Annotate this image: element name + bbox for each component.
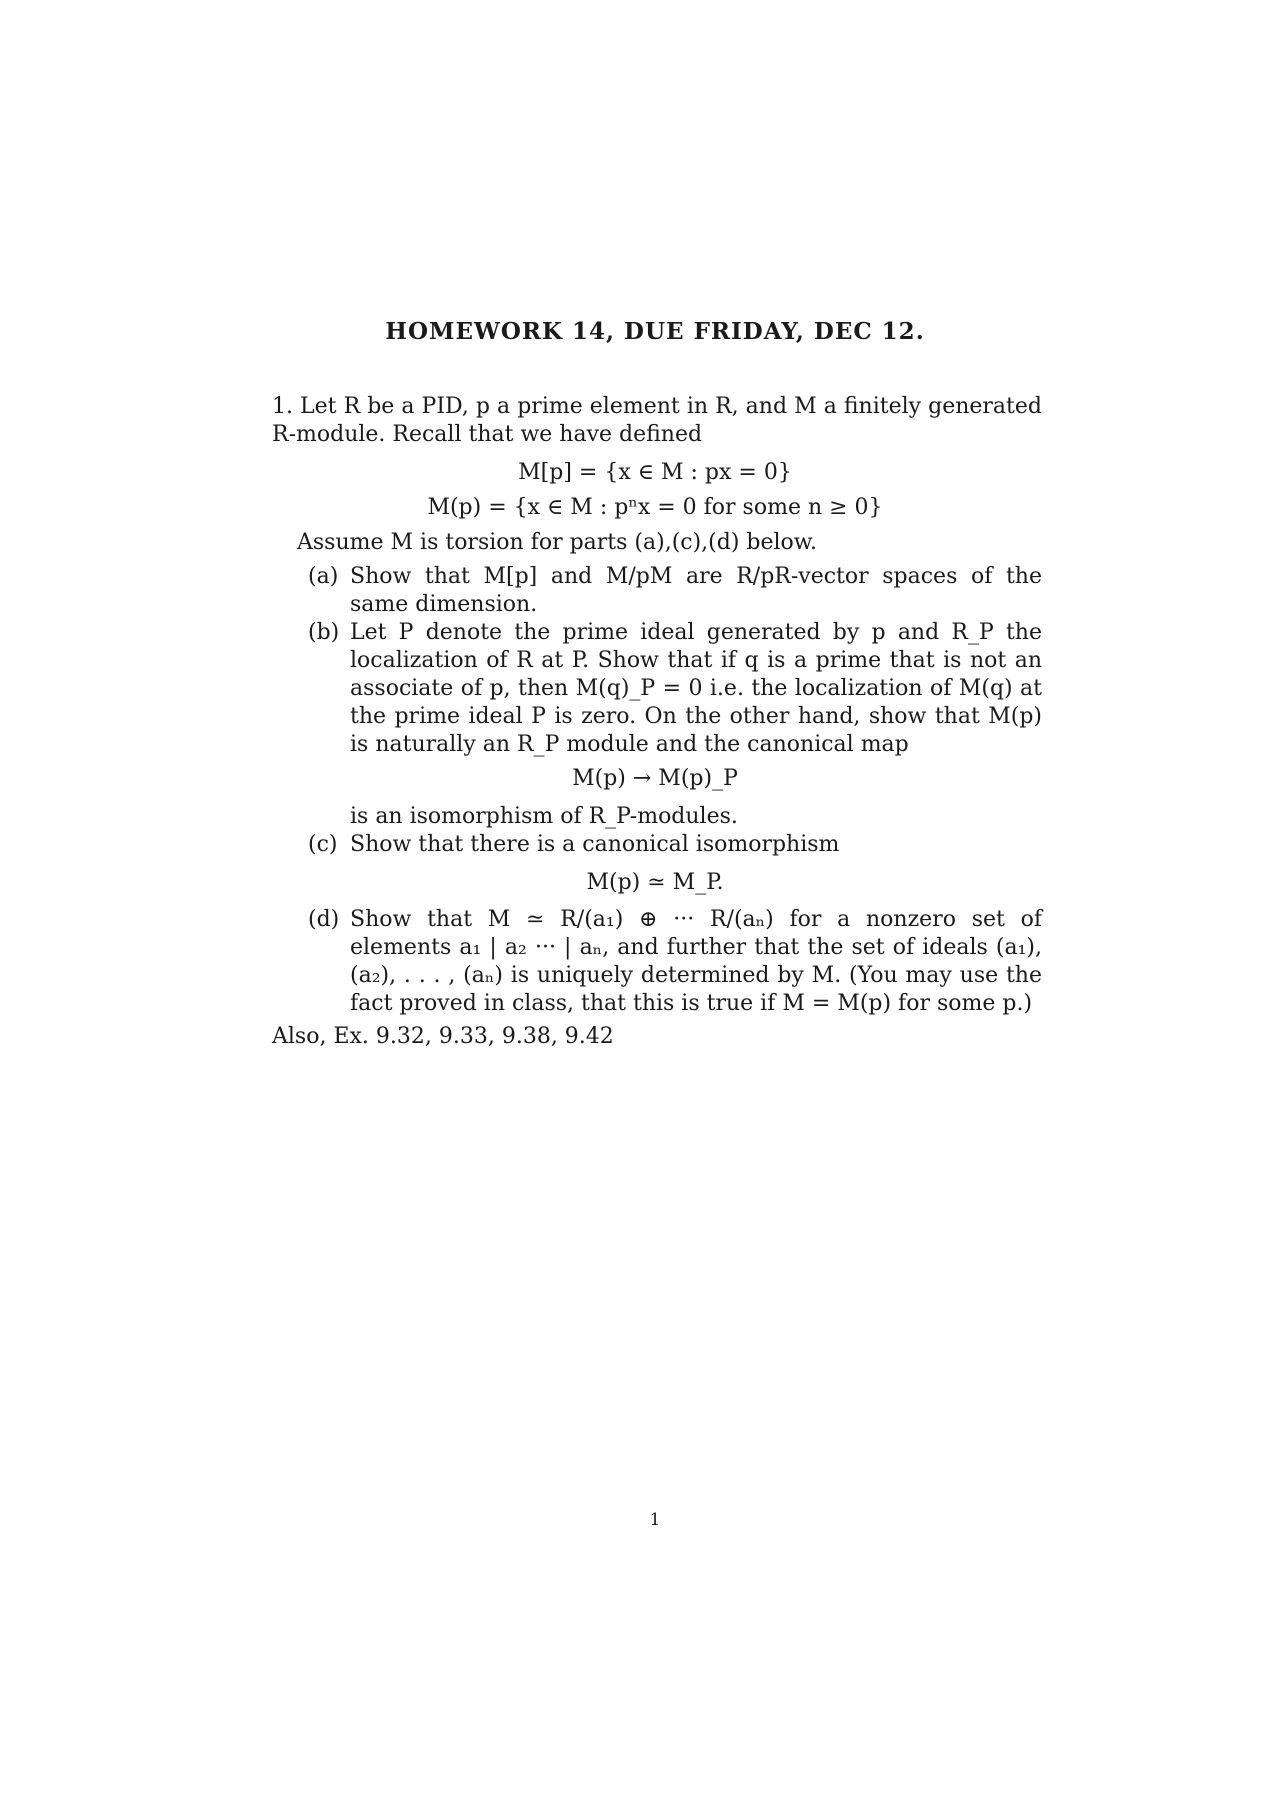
part-c-label: (c) bbox=[308, 832, 338, 857]
part-a-text: Show that M[p] and M/pM are R/pR-vector spaces of the same dimension. bbox=[350, 564, 1042, 617]
part-c-text: Show that there is a canonical isomorphism bbox=[350, 832, 840, 857]
page-number: 1 bbox=[649, 1510, 661, 1530]
part-a bbox=[308, 563, 1042, 619]
part-d bbox=[308, 906, 1042, 1018]
assumption-text: Assume M is torsion for parts (a),(c),(d) below. bbox=[297, 530, 818, 555]
part-c bbox=[308, 831, 1042, 859]
part-b bbox=[308, 619, 1042, 759]
part-b-continued bbox=[308, 803, 1042, 831]
part-b-continued-text: is an isomorphism of R_P-modules. bbox=[350, 804, 738, 829]
problem-intro: 1. Let R be a PID, p a prime element in R, and M a finitely generated R-module. Recall that we have defined bbox=[272, 394, 1042, 447]
part-d-label: (d) bbox=[308, 907, 340, 932]
part-d-text: Show that M ≃ R/(a₁) ⊕ ··· R/(aₙ) for a nonzero set of elements a₁ | a₂ ··· | aₙ, and further that the set of ideals (a₁), (a₂), . . . , (aₙ) is uniquely determined by M. (You may use the fact proved in class, that this is true if M = M(p) for some p.) bbox=[350, 907, 1042, 1016]
also-exercises: Also, Ex. 9.32, 9.33, 9.38, 9.42 bbox=[272, 1024, 614, 1049]
page-title: HOMEWORK 14, DUE FRIDAY, DEC 12. bbox=[385, 318, 925, 345]
definition-m-paren-p: M(p) = {x ∈ M : pⁿx = 0 for some n ≥ 0} bbox=[427, 495, 883, 520]
part-b-label: (b) bbox=[308, 620, 340, 645]
canonical-map-display: M(p) → M(p)_P bbox=[572, 766, 738, 791]
definition-m-bracket-p: M[p] = {x ∈ M : px = 0} bbox=[518, 460, 792, 485]
part-a-label: (a) bbox=[308, 564, 339, 589]
isomorphism-display: M(p) ≃ M_P. bbox=[586, 870, 724, 895]
part-b-text: Let P denote the prime ideal generated by p and R_P the localization of R at P. Show that if q is a prime that is not an associate of p, then M(q)_P = 0 i.e. the localization of M(q) at the prime ideal P is zero. On the other hand, show that M(p) is naturally an R_P module and the canonical map bbox=[350, 620, 1042, 757]
